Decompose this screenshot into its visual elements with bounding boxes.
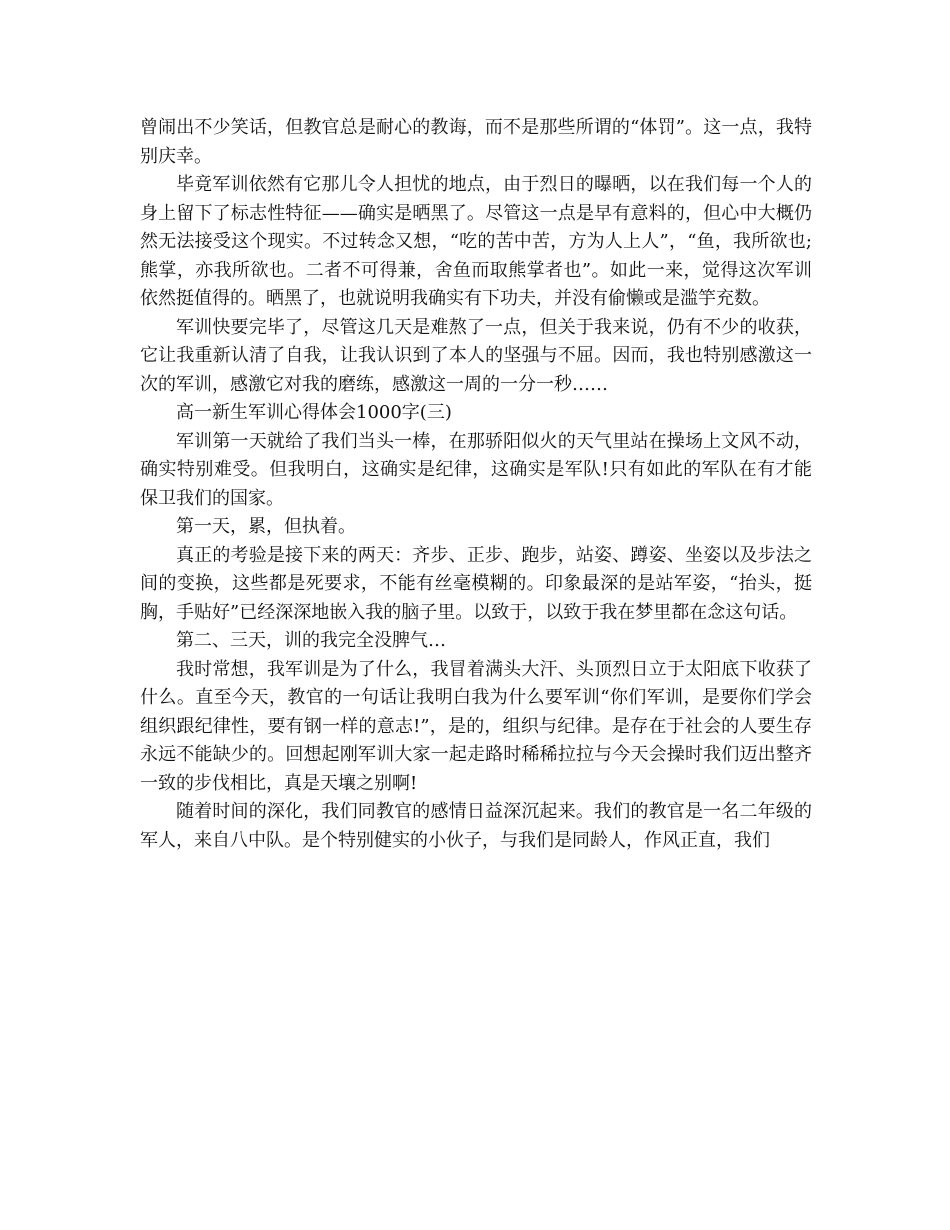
paragraph-continuation: 曾闹出不少笑话，但教官总是耐心的教诲，而不是那些所谓的“体罚”。这一点，我特别庆幸。 xyxy=(140,117,812,167)
paragraph-day-one-summary: 第一天，累，但执着。 xyxy=(176,516,356,537)
paragraph-training-ending: 军训快要完毕了，尽管这几天是难熬了一点，但关于我来说，仍有不少的收获，它让我重新认清了自我，让我认识到了本人的坚强与不屈。因而，我也特别感激这一次的军训，感激它对我的磨练，感激这一周的一分一秒…… xyxy=(140,316,812,395)
paragraph-sunburn: 毕竟军训依然有它那儿令人担忧的地点，由于烈日的曝晒，以在我们每一个人的身上留下了标志性特征——确实是晒黑了。尽管这一点是早有意料的，但心中大概仍然无法接受这个现实。不过转念又想，“吃的苦中苦，方为人上人”，“鱼，我所欲也;熊掌，亦我所欲也。二者不可得兼，舍鱼而取熊掌者也”。如此一来，觉得这次军训依然挺值得的。晒黑了，也就说明我确实有下功夫，并没有偷懒或是滥竽充数。 xyxy=(140,174,812,309)
paragraph-first-day: 军训第一天就给了我们当头一棒，在那骄阳似火的天气里站在操场上文风不动，确实特别难受。但我明白，这确实是纪律，这确实是军队!只有如此的军队在有才能保卫我们的国家。 xyxy=(140,430,812,509)
paragraph-day-two-three: 第二、三天，训的我完全没脾气… xyxy=(176,630,446,651)
section-heading: 高一新生军训心得体会1000字(三) xyxy=(176,402,452,423)
document-page xyxy=(140,114,812,855)
paragraph-reflection: 我时常想，我军训是为了什么，我冒着满头大汗、头顶烈日立于太阳底下收获了什么。直至今天，教官的一句话让我明白我为什么要军训“你们军训，是要你们学会组织跟纪律性，要有钢一样的意志!”，是的，组织与纪律。是存在于社会的人要生存永远不能缺少的。回想起刚军训大家一起走路时稀稀拉拉与今天会操时我们迈出整齐一致的步伐相比，真是天壤之别啊! xyxy=(140,658,812,794)
paragraph-real-test: 真正的考验是接下来的两天：齐步、正步、跑步，站姿、蹲姿、坐姿以及步法之间的变换，这些都是死要求，不能有丝毫模糊的。印象最深的是站军姿，“抬头，挺胸，手贴好”已经深深地嵌入我的脑子里。以致于，以致于我在梦里都在念这句话。 xyxy=(140,544,812,623)
paragraph-instructor: 随着时间的深化，我们同教官的感情日益深沉起来。我们的教官是一名二年级的军人，来自八中队。是个特别健实的小伙子，与我们是同龄人，作风正直，我们 xyxy=(140,801,812,851)
